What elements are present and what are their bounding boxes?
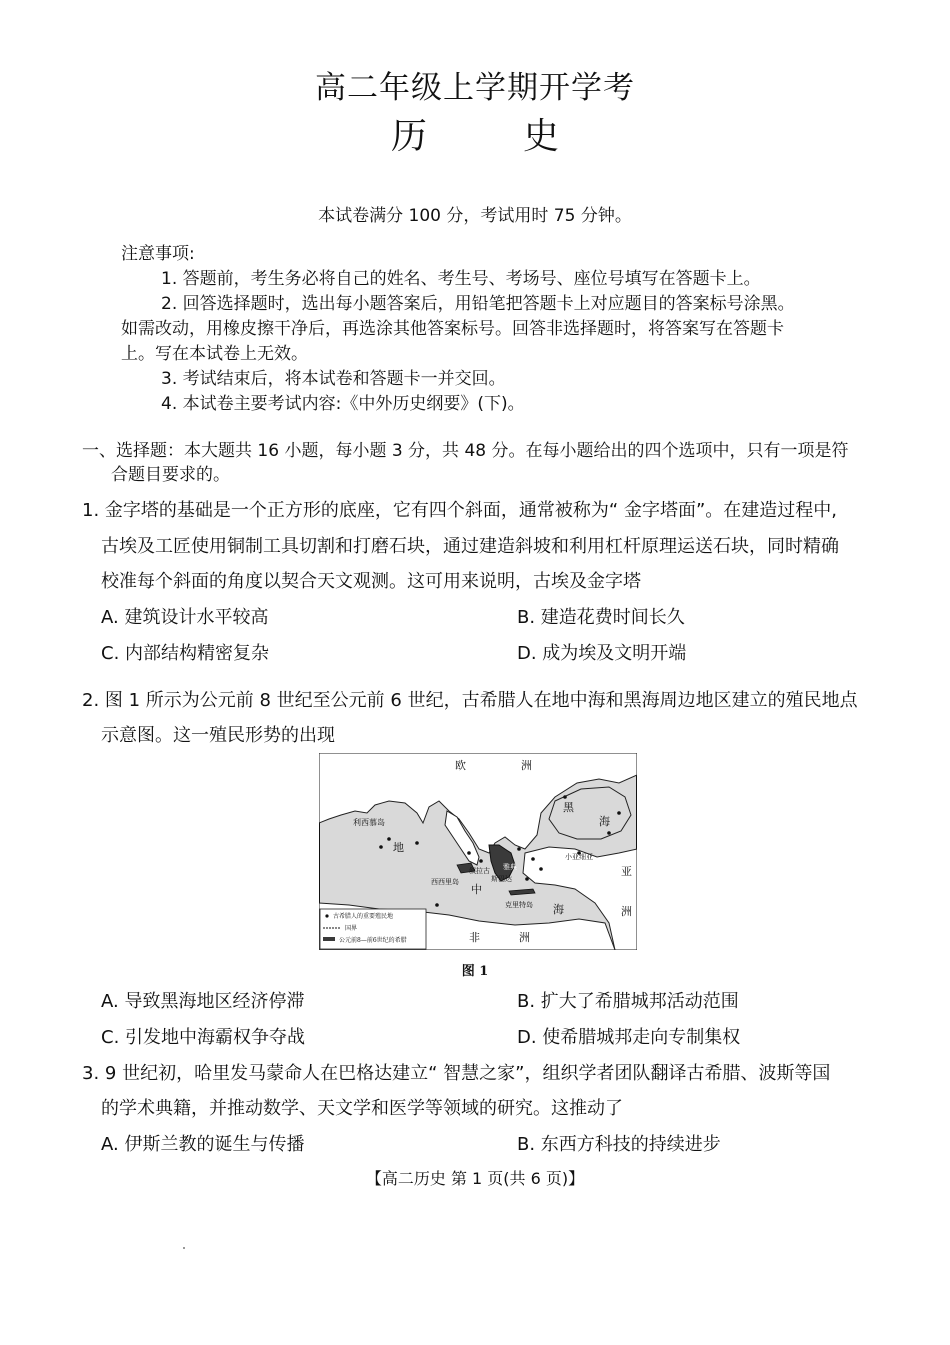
q2-option-a: A. 导致黑海地区经济停滞 <box>101 991 305 1012</box>
colony-dot <box>563 795 567 799</box>
q1-option-d: D. 成为埃及文明开端 <box>517 643 687 664</box>
notes-item-2-line-1: 2. 回答选择题时，选出每小题答案后，用铅笔把答题卡上对应题目的答案标号涂黑。 <box>161 294 795 314</box>
q1-option-a: A. 建筑设计水平较高 <box>101 607 269 628</box>
map-label-asia-minor: 小亚细亚 <box>565 853 593 861</box>
map-label-asia-1: 亚 <box>621 865 632 878</box>
map-label-athens: 雅典 <box>503 863 517 871</box>
notes-item-2-line-3: 上。写在本试卷上无效。 <box>121 344 308 364</box>
notes-heading: 注意事项: <box>121 244 195 264</box>
q3-line-2: 的学术典籍，并推动数学、天文学和医学等领域的研究。这推动了 <box>101 1098 623 1119</box>
section-1-line-2: 合题目要求的。 <box>111 465 230 485</box>
q3-option-a: A. 伊斯兰教的诞生与传播 <box>101 1134 305 1155</box>
legend-colony: 古希腊人的重要殖民地 <box>333 913 394 920</box>
map-legend <box>320 909 426 949</box>
q1-line-2: 古埃及工匠使用铜制工具切割和打磨石块，通过建造斜坡和利用杠杆原理运送石块，同时精确 <box>101 536 839 557</box>
colony-dot <box>531 857 535 861</box>
q1-line-3: 校准每个斜面的角度以契合天文观测。这可用来说明，古埃及金字塔 <box>101 571 641 592</box>
colony-dot <box>379 845 383 849</box>
map-label-med-2: 中 <box>471 883 482 896</box>
colony-dot <box>607 831 611 835</box>
colony-dot <box>539 867 543 871</box>
colony-dot <box>467 851 471 855</box>
map-label-black-1: 黑 <box>563 801 574 814</box>
map-label-sparta: 斯巴达 <box>491 875 512 883</box>
colony-dot <box>387 837 391 841</box>
map-label-europe-1: 欧 <box>455 759 466 772</box>
notes-item-3: 3. 考试结束后，将本试卷和答题卡一并交回。 <box>161 369 506 389</box>
q2-option-d: D. 使希腊城邦走向专制集权 <box>517 1027 741 1048</box>
colony-dot <box>479 859 483 863</box>
q3-option-b: B. 东西方科技的持续进步 <box>517 1134 721 1155</box>
colony-dot <box>525 877 529 881</box>
map-label-black-2: 海 <box>599 815 610 828</box>
colony-dot <box>435 903 439 907</box>
colony-map <box>319 753 637 950</box>
map-label-med-3: 海 <box>553 903 564 916</box>
map-label-asia-2: 洲 <box>621 905 632 918</box>
section-1-line-1: 一、选择题：本大题共 16 小题，每小题 3 分，共 48 分。在每小题给出的四个选项中，只有一项是符 <box>82 441 849 461</box>
map-label-med-1: 地 <box>393 841 404 854</box>
notes-item-4: 4. 本试卷主要考试内容:《中外历史纲要》(下)。 <box>161 394 525 414</box>
q1-option-b: B. 建造花费时间长久 <box>517 607 685 628</box>
map-label-sicily: 西西里岛 <box>431 878 459 886</box>
q1-option-c: C. 内部结构精密复杂 <box>101 643 270 664</box>
colony-dot <box>415 841 419 845</box>
map-label-europe-2: 洲 <box>521 759 532 772</box>
map-label-africa-2: 洲 <box>519 931 530 944</box>
subject-char-2: 史 <box>523 116 560 157</box>
legend-border: 国界 <box>345 925 358 932</box>
exam-title: 高二年级上学期开学考 <box>315 70 635 106</box>
map-label-corinth: 叙拉古 <box>469 867 490 875</box>
figure-caption: 图 1 <box>461 964 489 979</box>
q1-line-1: 1. 金字塔的基础是一个正方形的底座，它有四个斜面，通常被称为“ 金字塔面”。在建造过程中, <box>82 500 837 521</box>
subject-title <box>0 108 950 159</box>
subject-char-1: 历 <box>390 116 427 157</box>
colony-dot <box>617 811 621 815</box>
page-footer: 【高二历史 第 1 页(共 6 页)】 <box>365 1169 585 1188</box>
map-label-africa-1: 非 <box>469 931 480 944</box>
exam-info: 本试卷满分 100 分，考试用时 75 分钟。 <box>318 206 632 226</box>
q3-line-1: 3. 9 世纪初，哈里发马蒙命人在巴格达建立“ 智慧之家”，组织学者团队翻译古希腊、波斯等国 <box>82 1063 831 1084</box>
q2-line-2: 示意图。这一殖民形势的出现 <box>101 725 335 746</box>
map-label-crete: 克里特岛 <box>505 901 533 909</box>
map-label-iberia: 利西慕岛 <box>353 818 385 827</box>
stray-dot <box>183 1247 185 1249</box>
q2-option-b: B. 扩大了希腊城邦活动范围 <box>517 991 739 1012</box>
colony-dot <box>517 847 521 851</box>
q2-option-c: C. 引发地中海霸权争夺战 <box>101 1027 306 1048</box>
notes-item-2-line-2: 如需改动，用橡皮擦干净后，再选涂其他答案标号。回答非选择题时，将答案写在答题卡 <box>121 319 784 339</box>
legend-area: 公元前8—前6世纪的希腊 <box>339 937 407 944</box>
q2-line-1: 2. 图 1 所示为公元前 8 世纪至公元前 6 世纪，古希腊人在地中海和黑海周边地区建立的殖民地点 <box>82 690 858 711</box>
notes-item-1: 1. 答题前，考生务必将自己的姓名、考生号、考场号、座位号填写在答题卡上。 <box>161 269 761 289</box>
